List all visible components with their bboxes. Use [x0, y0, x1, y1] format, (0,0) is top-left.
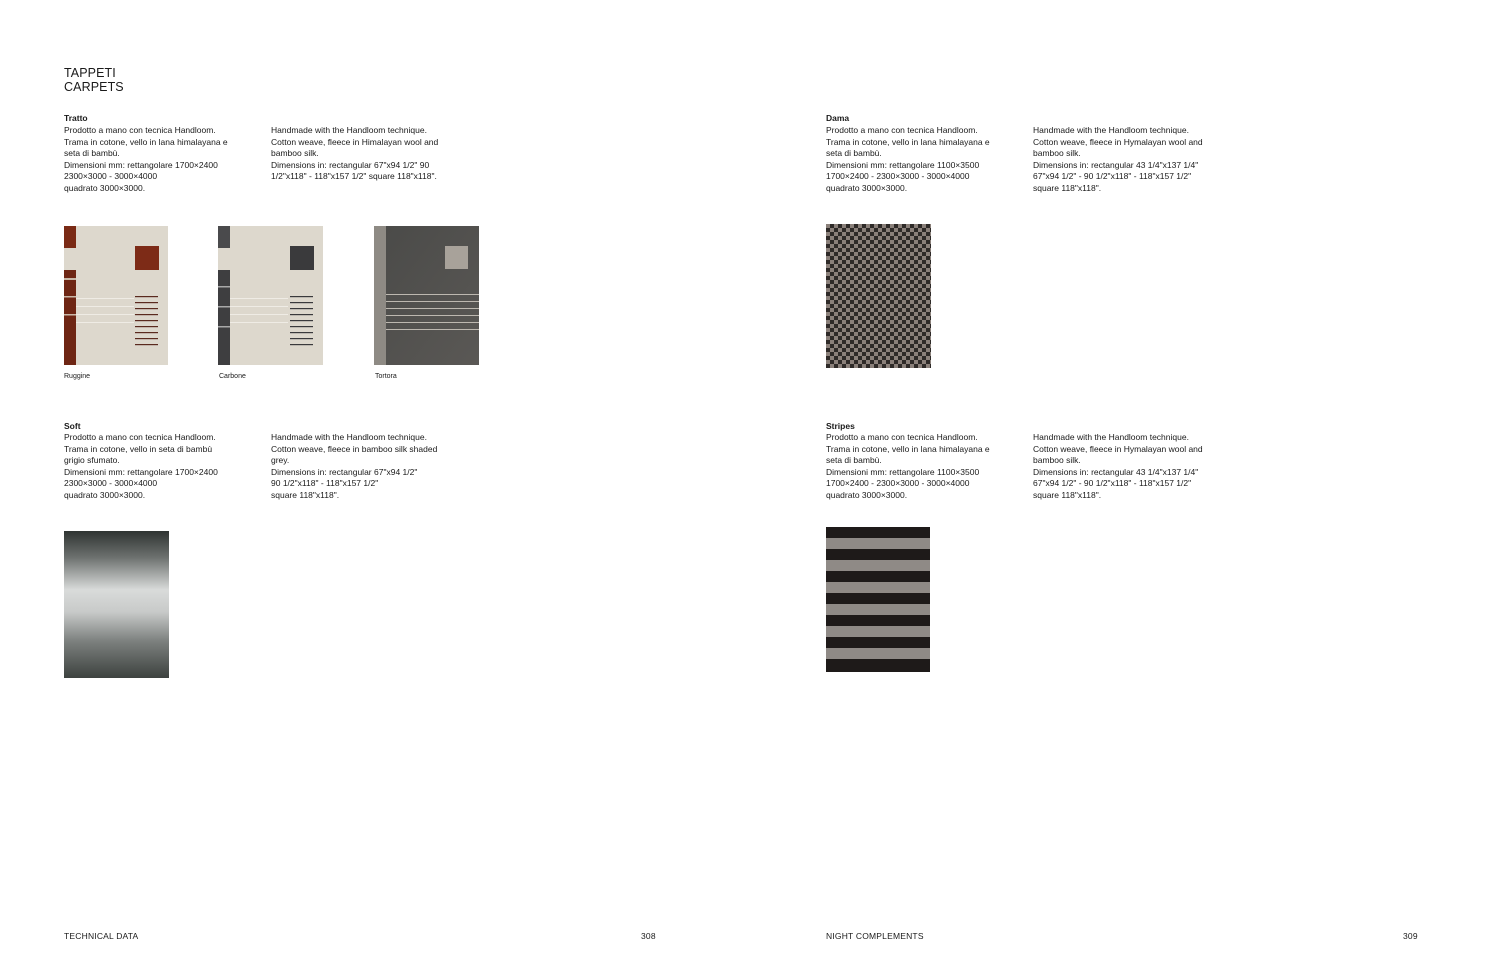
description-en-soft: Handmade with the Handloom technique. Cotton weave, fleece in bamboo silk shaded grey. Dimensions in: rectangular 67"x94 1/2" 90 1/2"x118" - 118"x157 1/2" square 118"x118".	[271, 432, 438, 500]
description-it-tratto: Prodotto a mano con tecnica Handloom. Trama in cotone, vello in lana himalayana e seta di bambù. Dimensioni mm: rettangolare 1700×2400 2300×3000 - 3000×4000 quadrato 3000×3000.	[64, 125, 228, 193]
footer-right-label: NIGHT COMPLEMENTS	[826, 931, 924, 941]
carpet-image-tratto-carbone	[218, 226, 323, 365]
footer-left-label: TECHNICAL DATA	[64, 931, 139, 941]
product-name-stripes: Stripes	[826, 421, 855, 431]
description-it-soft: Prodotto a mano con tecnica Handloom. Trama in cotone, vello in seta di bambù grigio sfumato. Dimensioni mm: rettangolare 1700×2400 2300×3000 - 3000×4000 quadrato 3000×3000.	[64, 432, 218, 500]
carpet-image-stripes	[826, 527, 930, 672]
product-name-dama: Dama	[826, 113, 850, 123]
carpet-image-dama	[826, 224, 931, 368]
section-title	[64, 66, 124, 94]
carpet-image-tratto-ruggine	[64, 226, 168, 365]
description-en-dama: Handmade with the Handloom technique. Cotton weave, fleece in Hymalayan wool and bamboo silk. Dimensions in: rectangular 43 1/4"x137 1/4" 67"x94 1/2" - 90 1/2"x118" - 118"x157 1/2" square 118"x118".	[1033, 125, 1203, 193]
description-en-tratto: Handmade with the Handloom technique. Cotton weave, fleece in Himalayan wool and bamboo silk. Dimensions in: rectangular 67"x94 1/2" 90 1/2"x118" - 118"x157 1/2" square 118"x118".	[271, 125, 439, 181]
variant-label-tortora: Tortora	[375, 373, 397, 380]
carpet-image-soft	[64, 531, 169, 678]
carpet-image-tratto-tortora	[374, 226, 479, 365]
description-it-dama: Prodotto a mano con tecnica Handloom. Trama in cotone, vello in lana himalayana e seta di bambù. Dimensioni mm: rettangolare 1100×3500 1700×2400 - 2300×3000 - 3000×4000 quadrato 3000×3000.	[826, 125, 990, 193]
page-number-left: 308	[641, 931, 656, 941]
section-title-it: TAPPETI	[64, 66, 116, 80]
variant-label-ruggine: Ruggine	[64, 373, 91, 380]
page-number-right: 309	[1403, 931, 1418, 941]
product-name-tratto: Tratto	[64, 113, 88, 123]
product-name-soft: Soft	[64, 421, 81, 431]
description-en-stripes: Handmade with the Handloom technique. Cotton weave, fleece in Hymalayan wool and bamboo silk. Dimensions in: rectangular 43 1/4"x137 1/4" 67"x94 1/2" - 90 1/2"x118" - 118"x157 1/2" square 118"x118".	[1033, 432, 1203, 500]
variant-label-carbone: Carbone	[219, 373, 246, 380]
section-title-en: CARPETS	[64, 80, 124, 94]
description-it-stripes: Prodotto a mano con tecnica Handloom. Trama in cotone, vello in lana himalayana e seta di bambù. Dimensioni mm: rettangolare 1100×3500 1700×2400 - 2300×3000 - 3000×4000 quadrato 3000×3000.	[826, 432, 990, 500]
